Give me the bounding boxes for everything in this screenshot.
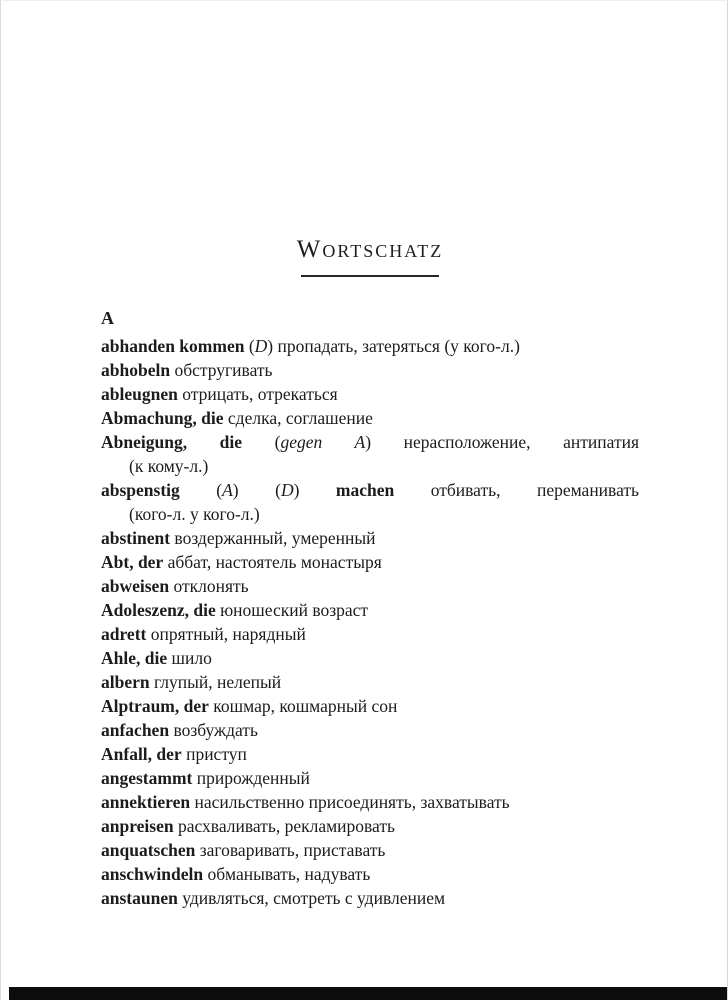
headword-text: Abt, der [101, 552, 164, 572]
translation-text: ( [242, 432, 281, 452]
dictionary-entry [101, 814, 639, 838]
translation-text: ( [179, 480, 223, 500]
entry-line [101, 838, 639, 862]
entry-line [101, 406, 639, 430]
headword-text: albern [101, 672, 150, 692]
entry-line [101, 598, 639, 622]
dictionary-entry [101, 526, 639, 550]
entry-line [101, 886, 639, 910]
dictionary-entry [101, 838, 639, 862]
translation-text: отклонять [169, 576, 249, 596]
dictionary-entry [101, 694, 639, 718]
headword-text: Adoleszenz, die [101, 600, 216, 620]
entry-line [101, 766, 639, 790]
headword-text: ableugnen [101, 384, 178, 404]
translation-text: шило [167, 648, 212, 668]
dictionary-entry [101, 718, 639, 742]
headword-text: annektieren [101, 792, 191, 812]
headword-text: anfachen [101, 720, 170, 740]
headword-text: Anfall, der [101, 744, 182, 764]
translation-text: сделка, соглашение [223, 408, 373, 428]
entry-continuation-line [101, 502, 639, 526]
translation-text: насильственно присоединять, захватывать [190, 792, 510, 812]
translation-text: отрицать, отрекаться [177, 384, 338, 404]
translation-text: кошмар, кошмарный сон [208, 696, 398, 716]
translation-text: расхваливать, рекламировать [173, 816, 395, 836]
translation-text: аббат, настоятель монастыря [163, 552, 382, 572]
translation-text: отбивать, переманивать [394, 480, 640, 500]
translation-text: (кого-л. у кого-л.) [129, 504, 260, 524]
translation-text: возбуждать [169, 720, 258, 740]
translation-text: ) [293, 480, 336, 500]
entry-line [101, 430, 639, 454]
translation-text: ( [244, 336, 255, 356]
dictionary-entry [101, 886, 639, 910]
grammar-marker: A [222, 480, 233, 500]
grammar-marker: D [254, 336, 268, 356]
headword-text: abstinent [101, 528, 171, 548]
dictionary-entry [101, 334, 639, 358]
translation-text: прирожденный [192, 768, 310, 788]
translation-text: опрятный, нарядный [146, 624, 306, 644]
translation-text: юношеский возраст [215, 600, 369, 620]
headword-text: Abmachung, die [101, 408, 224, 428]
headword-text: anstaunen [101, 888, 178, 908]
dictionary-entry [101, 622, 639, 646]
section-letter: A [101, 308, 114, 328]
entry-line [101, 742, 639, 766]
page-title: Wortschatz [296, 236, 444, 263]
translation-text: ) нерасположение, антипатия [365, 432, 640, 452]
headword-text: anquatschen [101, 840, 196, 860]
entry-line [101, 790, 639, 814]
entry-line [101, 694, 639, 718]
dictionary-entry [101, 670, 639, 694]
translation-text: воздержанный, умеренный [170, 528, 376, 548]
entry-line [101, 718, 639, 742]
entries-list [101, 334, 639, 910]
entry-line [101, 622, 639, 646]
dictionary-entry [101, 766, 639, 790]
entry-line [101, 478, 639, 502]
dictionary-entry [101, 646, 639, 670]
translation-text: заговаривать, приставать [195, 840, 386, 860]
dictionary-entry [101, 406, 639, 430]
headword-text: abspenstig [101, 480, 180, 500]
entry-line [101, 670, 639, 694]
headword-text: Abneigung, die [101, 432, 243, 452]
entry-line [101, 862, 639, 886]
headword-text: abweisen [101, 576, 170, 596]
dictionary-entry [101, 862, 639, 886]
entry-line [101, 550, 639, 574]
dictionary-entry [101, 790, 639, 814]
headword-text: Alptraum, der [101, 696, 209, 716]
title-divider [301, 275, 439, 277]
headword-text: angestammt [101, 768, 193, 788]
dictionary-entry [101, 430, 639, 478]
dictionary-entry [101, 574, 639, 598]
headword-text: abhobeln [101, 360, 171, 380]
entry-continuation-line [101, 454, 639, 478]
headword-text: machen [335, 480, 395, 500]
translation-text: глупый, нелепый [149, 672, 282, 692]
translation-text: обманывать, надувать [203, 864, 371, 884]
grammar-marker: gegen A [280, 432, 366, 452]
dictionary-entry [101, 598, 639, 622]
translation-text: приступ [181, 744, 247, 764]
headword-text: Ahle, die [101, 648, 168, 668]
entry-line [101, 334, 639, 358]
entry-line [101, 814, 639, 838]
dictionary-entry [101, 742, 639, 766]
entry-line [101, 646, 639, 670]
translation-text: обстругивать [170, 360, 273, 380]
grammar-marker: D [280, 480, 294, 500]
headword-text: abhanden kommen [101, 336, 245, 356]
headword-text: adrett [101, 624, 147, 644]
dictionary-entry [101, 358, 639, 382]
entry-line [101, 382, 639, 406]
dictionary-entry [101, 478, 639, 526]
dictionary-entry [101, 550, 639, 574]
dictionary-entry [101, 382, 639, 406]
bottom-edge-bar [9, 987, 727, 1000]
entry-line [101, 358, 639, 382]
entry-line [101, 574, 639, 598]
translation-text: (к кому-л.) [129, 456, 209, 476]
translation-text: ) ( [232, 480, 281, 500]
entry-line [101, 526, 639, 550]
translation-text: ) пропадать, затеряться (у кого-л.) [267, 336, 520, 356]
headword-text: anschwindeln [101, 864, 204, 884]
translation-text: удивляться, смотреть с удивлением [177, 888, 446, 908]
headword-text: anpreisen [101, 816, 174, 836]
